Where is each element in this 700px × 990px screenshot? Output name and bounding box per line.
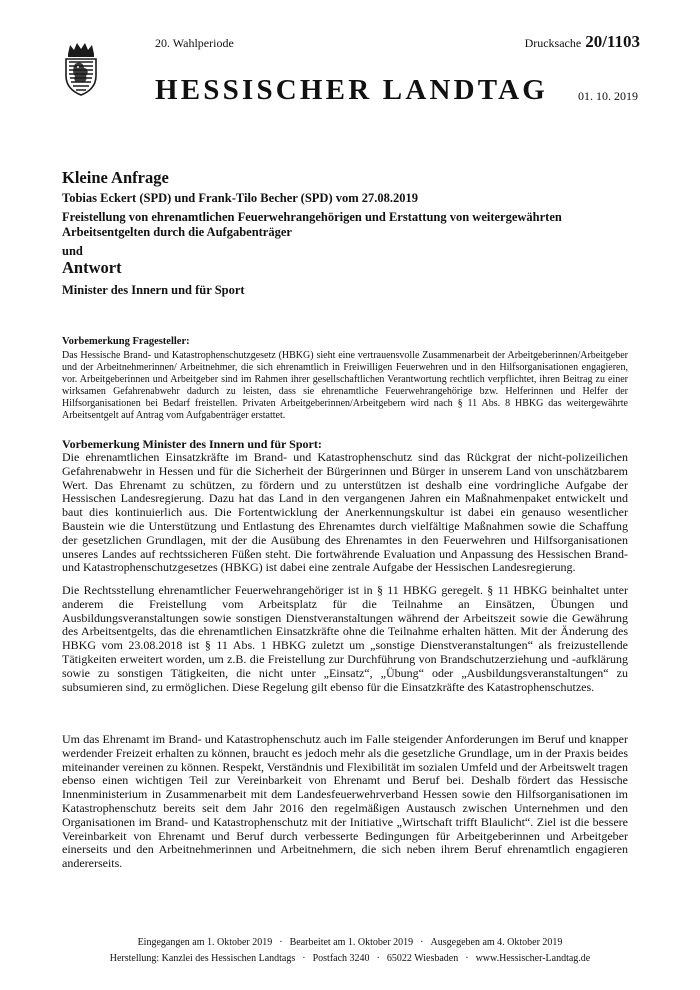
footer-separator: · (376, 953, 380, 964)
wahlperiode: 20. Wahlperiode (155, 36, 234, 50)
minister-paragraph-3: Um das Ehrenamt im Brand- und Katastrophenschutz auch im Falle steigender Anforderungen im Beruf und knapper werdender Freizeit erhalten zu können, braucht es jedoch mehr als die gesetzliche Grundlage, um in der Praxis beides miteinander vereinen zu können. Respekt, Verständnis und Flexibilität im sozialen Umfeld und der Arbeitswelt tragen ebenso einen wichtigen Teil zur Vereinbarkeit von Ehrenamt und Beruf bei. Deshalb fördert das Hessische Innenministerium in Zusammenarbeit mit dem Landesfeuerwehrverband Hessen sowie den Hilfsorganisationen im Katastrophenschutz bereits seit dem Jahr 2016 den regelmäßigen Austausch zwischen Unternehmen und den Organisationen im Brand- und Katastrophenschutz mit der Initiative „Wirtschaft trifft Blaulicht“. Ziel ist die bessere Vereinbarkeit von Ehrenamt und Beruf durch verbesserte Bedingungen für Arbeitgeberinnen und Arbeitgeber einerseits und den Arbeitnehmerinnen und Arbeitnehmern, die sich neben ihrem Beruf ehrenamtlich engagieren andererseits. (62, 732, 628, 871)
vorbemerkung-fragesteller-text: Das Hessische Brand- und Katastrophenschutzgesetz (HBKG) sieht eine vertrauensvolle Zusammenarbeit der Arbeitgeberinnen/Arbeitgeber und der Arbeitnehmerinnen/ Arbeitnehmer, die sich ehrenamtlich in Freiwilligen Feuerwehren und in den Hilfsorganisationen engagieren, vor. Arbeitgeberinnen und Arbeitgeber sind im Rahmen ihrer gesellschaftlichen Verantwortung rechtlich verpflichtet, ihren Beitrag zu einer wirksamen Gefahrenabwehr dadurch zu leisten, dass sie ehrenamtliche Feuerwehrangehörige bzw. Helferinnen und Helfer der Hilfsorganisationen bei Bedarf freistellen. Privaten Arbeitgeberinnen/Arbeitgebern wird nach § 11 Abs. 8 HBKG das weitergewährte Arbeitsentgelt auf Antrag vom Aufgabenträger erstattet. (62, 350, 628, 421)
drucksache (525, 32, 640, 52)
footer-eingegangen: Eingegangen am 1. Oktober 2019 (137, 937, 273, 948)
footer-separator: · (302, 953, 306, 964)
minister-paragraph-2: Die Rechtsstellung ehrenamtlicher Feuerwehrangehöriger ist in § 11 HBKG geregelt. § 11 HBKG beinhaltet unter anderem die Freistellung vom Arbeitsplatz für die Teilnahme an Einsätzen, Übungen und Ausbildungsveranstaltungen sowie sonstigen Dienstveranstaltungen während der Arbeitszeit sowie die Gewährung des Arbeitsentgelts, das die ehrenamtlichen Einsatzkräfte ohne die Teilnahme erhalten hätten. Mit der Änderung des HBKG vom 23.08.2018 ist § 11 Abs. 1 HBKG zuletzt um „sonstige Dienstveranstaltungen“ als freizustellende Tätigkeiten erweitert worden, um z.B. die Freistellung zur Durchführung von Brandschutzerziehung und -aufklärung sowie zu sonstigen Tätigkeiten, die nicht unter „Einsatz“, „Übung“ oder „Ausbildungsveranstaltungen“ zu subsumieren sind, zu ermöglichen. Diese Regelung gilt ebenso für die Einsatzkräfte des Katastrophenschutzes. (62, 583, 628, 694)
hessen-coat-of-arms-icon (62, 40, 100, 96)
vorbemerkung-minister-heading: Vorbemerkung Minister des Innern und für Sport: (62, 437, 322, 451)
minister-line: Minister des Innern und für Sport (62, 283, 245, 297)
kleine-anfrage-heading: Kleine Anfrage (62, 168, 169, 187)
und-connector: und (62, 244, 83, 258)
drucksache-number: 20/1103 (585, 32, 640, 51)
footer-web-link[interactable]: www.Hessischer-Landtag.de (475, 953, 591, 964)
minister-paragraph-1: Die ehrenamtlichen Einsatzkräfte im Brand- und Katastrophenschutz sind das Rückgrat der nicht-polizeilichen Gefahrenabwehr in Hessen und für die Sicherheit der Bürgerinnen und Bürger in unserem Land von unschätzbarem Wert. Das Ehrenamt zu schützen, zu fördern und zu unterstützen ist deshalb eine vordringliche Aufgabe der Hessischen Landesregierung. Dazu hat das Land in den vergangenen Jahren ein Maßnahmenpaket entwickelt und baut dies kontinuierlich aus. Die Fortentwicklung der Anerkennungskultur ist dabei ein genauso wesentlicher Baustein wie die Unterstützung und Entlastung des Ehrenamtes durch vielfältige Maßnahmen sowie die Schaffung der gesetzlichen Grundlagen, mit der die Ausübung des Ehrenamtes in den Feuerwehren und Hilfsorganisationen unseres Landes auf rechtssicheren Füßen steht. Die fortwährende Evaluation und Anpassung des Hessischen Brand- und Katastrophenschutzgesetzes (HBKG) ist dabei eine zentrale Aufgabe der Hessischen Landesregierung. (62, 450, 628, 575)
footer-ort: 65022 Wiesbaden (386, 953, 459, 964)
footer-separator: · (420, 937, 424, 948)
authors-line: Tobias Eckert (SPD) und Frank-Tilo Becher (SPD) vom 27.08.2019 (62, 191, 419, 205)
footer-separator: · (465, 953, 469, 964)
antwort-heading: Antwort (62, 258, 122, 277)
footer-dates (0, 937, 700, 948)
footer-ausgegeben: Ausgegeben am 4. Oktober 2019 (430, 937, 563, 948)
footer-postfach: Postfach 3240 (312, 953, 370, 964)
drucksache-label: Drucksache (524, 36, 582, 50)
subject-line: Freistellung von ehrenamtlichen Feuerwehrangehörigen und Erstattung von weitergewährten Arbeitsentgelten durch die Aufgabenträger (62, 210, 562, 239)
footer-herstellung: Herstellung: Kanzlei des Hessischen Landtags (109, 953, 296, 964)
page-title: HESSISCHER LANDTAG (155, 74, 549, 106)
footer-separator: · (279, 937, 283, 948)
vorbemerkung-fragesteller-heading: Vorbemerkung Fragesteller: (62, 336, 190, 347)
document-date: 01. 10. 2019 (578, 89, 638, 103)
footer-imprint (0, 953, 700, 964)
footer-bearbeitet: Bearbeitet am 1. Oktober 2019 (289, 937, 414, 948)
